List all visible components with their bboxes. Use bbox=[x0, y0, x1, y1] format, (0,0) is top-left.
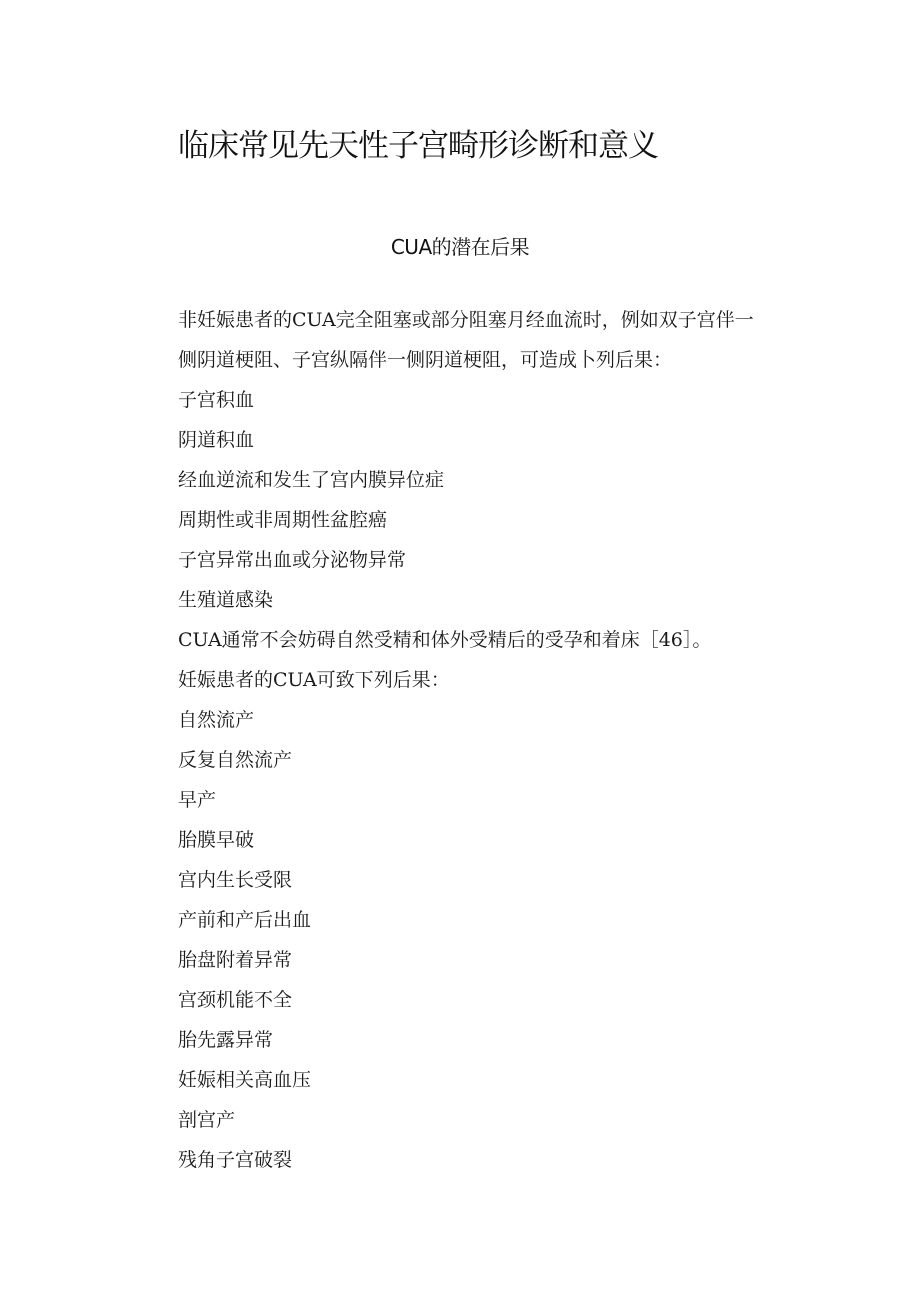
intro-line: 侧阴道梗阻、子宫纵隔伴一侧阴道梗阻，可造成卜列后果： bbox=[178, 349, 673, 371]
intro-paragraph bbox=[138, 300, 783, 380]
list-item: 反复自然流产 bbox=[178, 749, 293, 771]
list-item: 周期性或非周期性盆腔癌 bbox=[178, 509, 388, 531]
intro-line: 非妊娠患者的CUA完全阻塞或部分阻塞月经血流时，例如双子宫伴一 bbox=[178, 309, 754, 331]
list-item: 阴道积血 bbox=[178, 429, 255, 451]
list-item: CUA通常不会妨碍自然受精和体外受精后的受孕和着床［46］。 bbox=[178, 629, 712, 651]
list-item: 自然流产 bbox=[178, 709, 255, 731]
list-item: 胎盘附着异常 bbox=[178, 949, 293, 971]
list-item: 早产 bbox=[178, 789, 217, 811]
page-title: 临床常见先天性子宫畸形诊断和意义 bbox=[178, 128, 658, 164]
list-item: 子宫积血 bbox=[178, 389, 255, 411]
list-item: 宫颈机能不全 bbox=[178, 989, 293, 1011]
section-heading: CUA的潜在后果 bbox=[390, 235, 530, 259]
list-item: 经血逆流和发生了宫内膜异位症 bbox=[178, 469, 445, 491]
list-item: 子宫异常出血或分泌物异常 bbox=[178, 549, 407, 571]
list-item: 胎膜早破 bbox=[178, 829, 255, 851]
list-item: 妊娠患者的CUA可致下列后果： bbox=[178, 669, 450, 691]
list-item: 产前和产后出血 bbox=[178, 909, 312, 931]
consequence-list bbox=[178, 380, 711, 1180]
list-item: 妊娠相关高血压 bbox=[178, 1069, 312, 1091]
list-item: 剖宫产 bbox=[178, 1109, 236, 1131]
list-item: 胎先露异常 bbox=[178, 1029, 274, 1051]
list-item: 宫内生长受限 bbox=[178, 869, 293, 891]
list-item: 生殖道感染 bbox=[178, 589, 274, 611]
list-item: 残角子宫破裂 bbox=[178, 1149, 293, 1171]
